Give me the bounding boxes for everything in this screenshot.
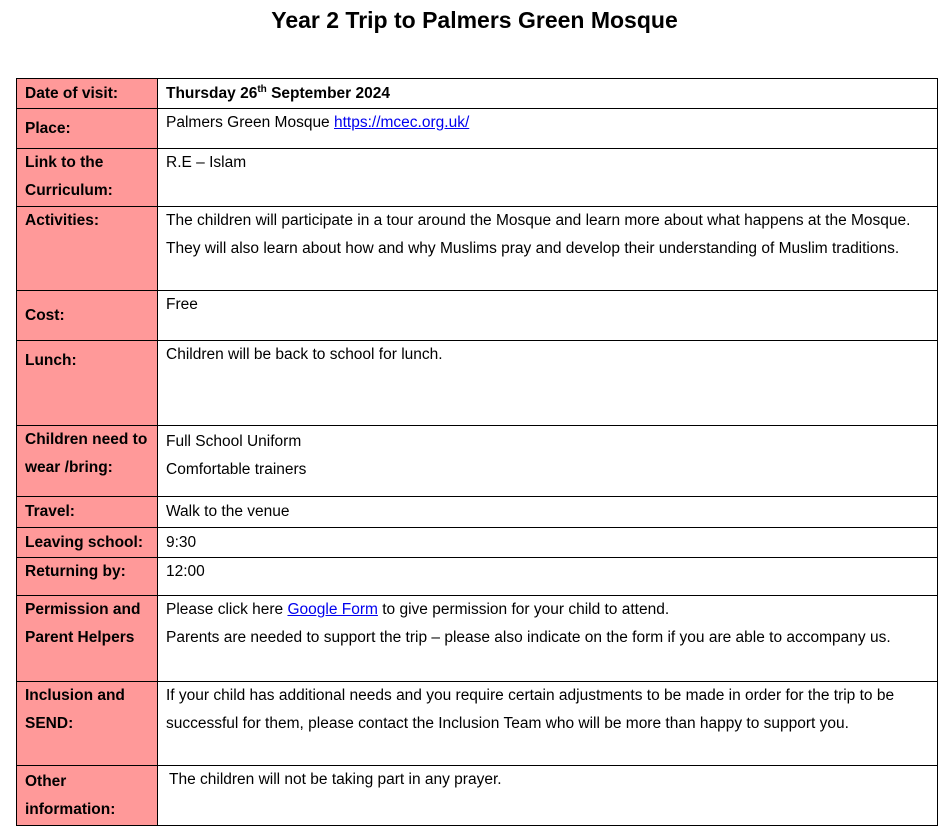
row-returning xyxy=(17,558,938,596)
permission-line-2: Parents are needed to support the trip – please also indicate on the form if you are able to accompany us. xyxy=(166,629,891,646)
cost-label: Cost: xyxy=(17,291,158,341)
wear-value xyxy=(158,426,938,497)
row-inclusion xyxy=(17,682,938,766)
page-title: Year 2 Trip to Palmers Green Mosque xyxy=(271,7,678,33)
permission-value xyxy=(158,596,938,682)
row-lunch xyxy=(17,341,938,426)
trip-details-table xyxy=(16,78,938,826)
leaving-label: Leaving school: xyxy=(17,528,158,558)
row-wear xyxy=(17,426,938,497)
travel-value: Walk to the venue xyxy=(158,497,938,528)
row-permission xyxy=(17,596,938,682)
google-form-link[interactable]: Google Form xyxy=(287,601,378,618)
lunch-label: Lunch: xyxy=(17,341,158,426)
activities-label: Activities: xyxy=(17,207,158,291)
permission-post: to give permission for your child to attend. xyxy=(377,601,670,618)
curriculum-value: R.E – Islam xyxy=(158,149,938,207)
activities-value: The children will participate in a tour around the Mosque and learn more about what happens at the Mosque. They will also learn about how and why Muslims pray and develop their understanding of Muslim traditions. xyxy=(158,207,938,291)
date-main: Thursday 26 xyxy=(166,84,258,102)
returning-value: 12:00 xyxy=(158,558,938,596)
wear-line-1: Full School Uniform xyxy=(166,433,302,450)
travel-label: Travel: xyxy=(17,497,158,528)
other-label: Other information: xyxy=(17,766,158,826)
row-other xyxy=(17,766,938,826)
place-text: Palmers Green Mosque xyxy=(166,114,334,131)
mosque-website-link[interactable]: https://mcec.org.uk/ xyxy=(334,114,470,131)
row-leaving xyxy=(17,528,938,558)
leaving-value: 9:30 xyxy=(158,528,938,558)
cost-value: Free xyxy=(158,291,938,341)
wear-line-2: Comfortable trainers xyxy=(166,461,307,478)
row-date xyxy=(17,79,938,109)
place-value xyxy=(158,109,938,149)
date-suffix: th xyxy=(257,83,267,95)
curriculum-label: Link to the Curriculum: xyxy=(17,149,158,207)
wear-label: Children need to wear /bring: xyxy=(17,426,158,497)
row-place xyxy=(17,109,938,149)
lunch-value: Children will be back to school for lunch. xyxy=(158,341,938,426)
permission-line-1 xyxy=(166,596,929,624)
date-value xyxy=(158,79,938,109)
permission-label: Permission and Parent Helpers xyxy=(17,596,158,682)
inclusion-label: Inclusion and SEND: xyxy=(17,682,158,766)
returning-label: Returning by: xyxy=(17,558,158,596)
other-value: The children will not be taking part in any prayer. xyxy=(158,766,938,826)
date-rest: September 2024 xyxy=(266,84,390,102)
row-cost xyxy=(17,291,938,341)
row-activities xyxy=(17,207,938,291)
row-curriculum xyxy=(17,149,938,207)
permission-pre: Please click here xyxy=(166,601,288,618)
inclusion-value: If your child has additional needs and you require certain adjustments to be made in order for the trip to be successful for them, please contact the Inclusion Team who will be more than happy to support you. xyxy=(158,682,938,766)
place-label: Place: xyxy=(17,109,158,149)
date-label: Date of visit: xyxy=(17,79,158,109)
row-travel xyxy=(17,497,938,528)
